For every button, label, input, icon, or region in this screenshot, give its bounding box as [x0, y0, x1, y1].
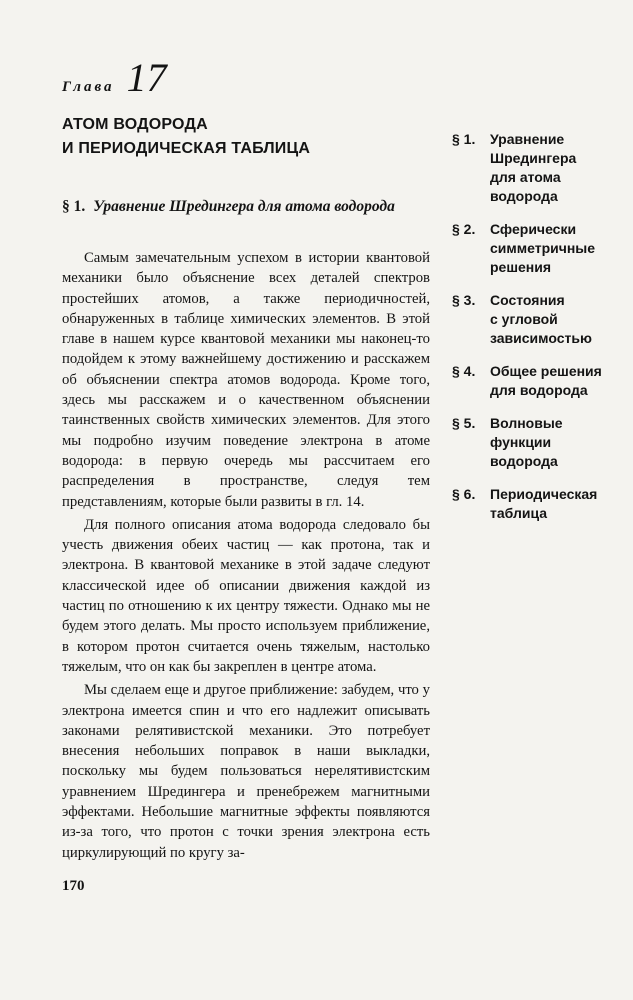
- toc-item-line: симметричные: [490, 240, 596, 256]
- paragraph: Мы сделаем еще и другое приближение: забудем, что у электрона имеется спин и что его надлежит описывать законами релятивистской механики. Это потребует внесения небольших поправок в наши выкладки, поскольку мы будем пользоваться нерелятивистским уравнением Шредингера и пренебрежем магнитными эффектами. Небольшие магнитные эффекты появляются из-за того, что протон с точки зрения электрона есть циркулирующий по кругу за-: [62, 682, 430, 861]
- section-heading: [62, 197, 417, 216]
- toc-item-number: § 1.: [452, 131, 476, 147]
- toc-item-number: § 4.: [452, 363, 476, 379]
- toc-item-4: [452, 362, 633, 400]
- toc-item-1: [452, 130, 633, 206]
- toc-item-line: Состояния: [490, 292, 565, 308]
- toc-item-number: § 5.: [452, 415, 476, 431]
- toc-item-title: [490, 130, 633, 206]
- chapter-word: Глава: [62, 79, 115, 95]
- toc-item-line: Уравнение: [490, 131, 565, 147]
- toc-item-line: Общее решения: [490, 363, 602, 379]
- toc-item-number: § 2.: [452, 221, 476, 237]
- section-contents-sidebar: [452, 130, 633, 537]
- toc-item-number: § 6.: [452, 486, 476, 502]
- paragraph: Для полного описания атома водорода следовало бы учесть движения обеих частиц — как протона, так и электрона. В квантовой механике в этой задаче следуют классической идее об описании движения каждой из частиц по отношению к их центру тяжести. Однако мы не будем этого делать. Мы просто используем приближение, в котором протон считается очень тяжелым, настолько тяжелым, что он как бы закреплен в центре атома.: [62, 516, 430, 675]
- chapter-label: [62, 55, 167, 100]
- toc-item-line: для водорода: [490, 382, 588, 398]
- toc-item-2: [452, 220, 633, 277]
- chapter-number: 17: [126, 55, 167, 100]
- toc-item-3: [452, 291, 633, 348]
- toc-item-line: Периодическая: [490, 486, 598, 502]
- section-number: § 1.: [62, 198, 86, 215]
- toc-item-title: [490, 362, 633, 400]
- toc-item-6: [452, 485, 633, 523]
- toc-item-5: [452, 414, 633, 471]
- toc-item-line: таблица: [490, 505, 548, 521]
- toc-item-line: функции: [490, 434, 552, 450]
- toc-item-line: для атома: [490, 169, 561, 185]
- chapter-title: [62, 113, 392, 161]
- chapter-title-line: И ПЕРИОДИЧЕСКАЯ ТАБЛИЦА: [62, 140, 311, 157]
- toc-item-line: водорода: [490, 453, 558, 469]
- toc-item-line: Шредингера: [490, 150, 577, 166]
- toc-item-title: [490, 414, 633, 471]
- toc-item-title: [490, 291, 633, 348]
- page-number: 170: [62, 878, 85, 894]
- toc-item-number: § 3.: [452, 292, 476, 308]
- section-title: Уравнение Шредингера для атома водорода: [93, 198, 395, 215]
- chapter-title-line: АТОМ ВОДОРОДА: [62, 116, 208, 133]
- toc-item-line: зависимостью: [490, 330, 592, 346]
- toc-item-title: [490, 220, 633, 277]
- paragraph: Самым замечательным успехом в истории квантовой механики было объяснение всех деталей спектров простейших атомов, а также периодичностей, обнаруженных в таблице химических элементов. В этой главе в нашем курсе квантовой механики мы наконец-то подойдем к этому важнейшему достижению и расскажем об объяснении спектра атомов водорода. Кроме того, здесь мы расскажем и о качественном объяснении таинственных свойств химических элементов. Для этого мы подробно изучим поведение электрона в атоме водорода: в первую очередь мы рассчитаем его распределения в пространстве, следуя тем представлениям, которые были развиты в гл. 14.: [62, 250, 430, 510]
- toc-item-line: с угловой: [490, 311, 558, 327]
- toc-item-line: решения: [490, 259, 552, 275]
- toc-item-line: Сферически: [490, 221, 577, 237]
- toc-item-line: Волновые: [490, 415, 563, 431]
- body-text: [62, 248, 430, 863]
- toc-item-title: [490, 485, 633, 523]
- toc-item-line: водорода: [490, 188, 558, 204]
